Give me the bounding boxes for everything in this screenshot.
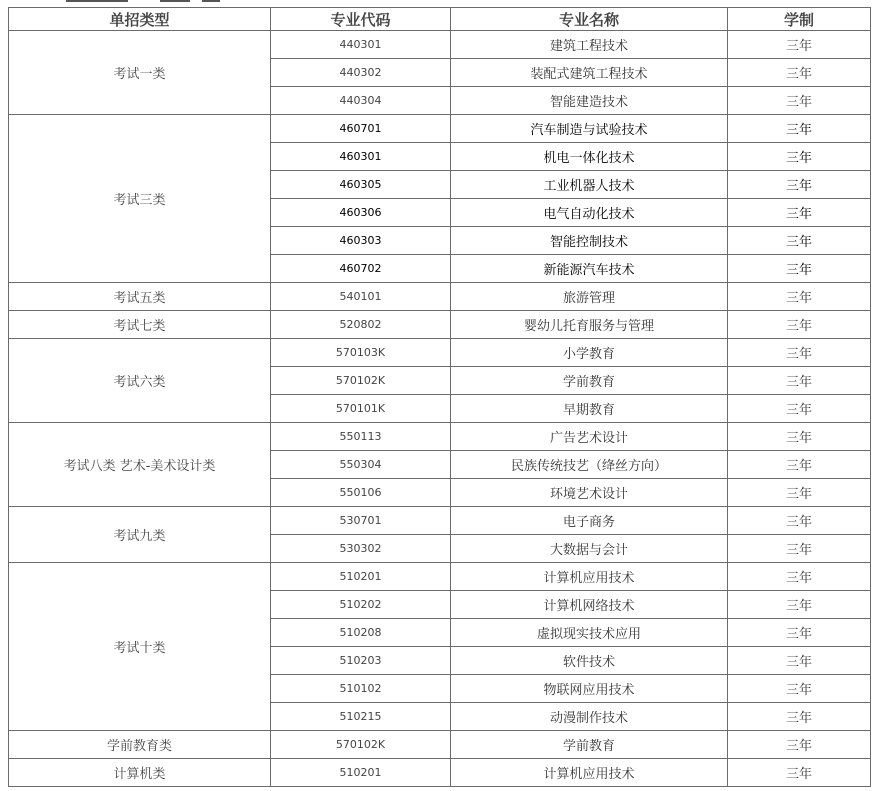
major-name-cell: 学前教育 <box>451 731 728 759</box>
major-name-cell: 广告艺术设计 <box>451 423 728 451</box>
duration-cell: 三年 <box>728 591 871 619</box>
major-name-cell: 电气自动化技术 <box>451 199 728 227</box>
duration-cell: 三年 <box>728 115 871 143</box>
major-code-cell: 510102 <box>271 675 451 703</box>
table-row <box>9 731 871 759</box>
major-code-cell: 510201 <box>271 563 451 591</box>
major-name-cell: 早期教育 <box>451 395 728 423</box>
major-code-cell: 510202 <box>271 591 451 619</box>
major-code-cell: 510208 <box>271 619 451 647</box>
major-code-cell: 440301 <box>271 31 451 59</box>
table-row <box>9 423 871 451</box>
duration-cell: 三年 <box>728 367 871 395</box>
major-code-cell: 510203 <box>271 647 451 675</box>
major-code-cell: 510201 <box>271 759 451 787</box>
cropped-text-fragment <box>202 0 220 2</box>
major-code-cell: 440304 <box>271 87 451 115</box>
major-name-cell: 物联网应用技术 <box>451 675 728 703</box>
major-name-cell: 软件技术 <box>451 647 728 675</box>
major-name-cell: 虚拟现实技术应用 <box>451 619 728 647</box>
major-code-cell: 550304 <box>271 451 451 479</box>
major-name-cell: 动漫制作技术 <box>451 703 728 731</box>
admission-type-cell: 考试七类 <box>9 311 271 339</box>
cropped-text-strip <box>0 0 877 7</box>
duration-cell: 三年 <box>728 283 871 311</box>
major-name-cell: 机电一体化技术 <box>451 143 728 171</box>
admission-type-cell: 考试三类 <box>9 115 271 283</box>
major-code-cell: 460301 <box>271 143 451 171</box>
major-code-cell: 570102K <box>271 731 451 759</box>
major-name-cell: 小学教育 <box>451 339 728 367</box>
duration-cell: 三年 <box>728 563 871 591</box>
table-row <box>9 311 871 339</box>
duration-cell: 三年 <box>728 311 871 339</box>
duration-cell: 三年 <box>728 675 871 703</box>
major-code-cell: 550113 <box>271 423 451 451</box>
header-duration: 学制 <box>728 8 871 31</box>
duration-cell: 三年 <box>728 731 871 759</box>
header-major-name: 专业名称 <box>451 8 728 31</box>
major-name-cell: 汽车制造与试验技术 <box>451 115 728 143</box>
duration-cell: 三年 <box>728 171 871 199</box>
major-code-cell: 460306 <box>271 199 451 227</box>
major-name-cell: 旅游管理 <box>451 283 728 311</box>
major-code-cell: 510215 <box>271 703 451 731</box>
header-major-code: 专业代码 <box>271 8 451 31</box>
cropped-text-fragment <box>160 0 190 2</box>
admission-type-cell: 考试八类 艺术-美术设计类 <box>9 423 271 507</box>
major-code-cell: 540101 <box>271 283 451 311</box>
admission-type-cell: 考试一类 <box>9 31 271 115</box>
major-name-cell: 智能建造技术 <box>451 87 728 115</box>
cropped-text-fragment <box>66 0 128 2</box>
header-admission-type: 单招类型 <box>9 8 271 31</box>
admission-type-cell: 考试九类 <box>9 507 271 563</box>
header-row <box>9 8 871 31</box>
table-row <box>9 339 871 367</box>
major-code-cell: 530701 <box>271 507 451 535</box>
duration-cell: 三年 <box>728 255 871 283</box>
table-row <box>9 115 871 143</box>
table-row <box>9 283 871 311</box>
major-code-cell: 460702 <box>271 255 451 283</box>
major-name-cell: 装配式建筑工程技术 <box>451 59 728 87</box>
duration-cell: 三年 <box>728 479 871 507</box>
majors-table <box>8 7 871 787</box>
major-code-cell: 570102K <box>271 367 451 395</box>
admission-type-cell: 考试五类 <box>9 283 271 311</box>
table-row <box>9 507 871 535</box>
major-name-cell: 电子商务 <box>451 507 728 535</box>
admission-type-cell: 计算机类 <box>9 759 271 787</box>
duration-cell: 三年 <box>728 423 871 451</box>
major-code-cell: 530302 <box>271 535 451 563</box>
duration-cell: 三年 <box>728 619 871 647</box>
duration-cell: 三年 <box>728 703 871 731</box>
major-name-cell: 工业机器人技术 <box>451 171 728 199</box>
major-name-cell: 民族传统技艺（绛丝方向） <box>451 451 728 479</box>
major-code-cell: 570101K <box>271 395 451 423</box>
duration-cell: 三年 <box>728 339 871 367</box>
duration-cell: 三年 <box>728 143 871 171</box>
duration-cell: 三年 <box>728 507 871 535</box>
table-row <box>9 759 871 787</box>
table-body <box>9 31 871 787</box>
major-name-cell: 环境艺术设计 <box>451 479 728 507</box>
duration-cell: 三年 <box>728 535 871 563</box>
major-name-cell: 智能控制技术 <box>451 227 728 255</box>
duration-cell: 三年 <box>728 87 871 115</box>
major-code-cell: 440302 <box>271 59 451 87</box>
major-code-cell: 550106 <box>271 479 451 507</box>
admission-type-cell: 考试六类 <box>9 339 271 423</box>
table-row <box>9 563 871 591</box>
duration-cell: 三年 <box>728 451 871 479</box>
major-name-cell: 计算机应用技术 <box>451 563 728 591</box>
major-name-cell: 婴幼儿托育服务与管理 <box>451 311 728 339</box>
duration-cell: 三年 <box>728 199 871 227</box>
table-header <box>9 8 871 31</box>
duration-cell: 三年 <box>728 31 871 59</box>
admission-type-cell: 学前教育类 <box>9 731 271 759</box>
major-code-cell: 460701 <box>271 115 451 143</box>
duration-cell: 三年 <box>728 647 871 675</box>
duration-cell: 三年 <box>728 59 871 87</box>
table-row <box>9 31 871 59</box>
duration-cell: 三年 <box>728 759 871 787</box>
major-name-cell: 计算机应用技术 <box>451 759 728 787</box>
major-code-cell: 520802 <box>271 311 451 339</box>
major-name-cell: 新能源汽车技术 <box>451 255 728 283</box>
duration-cell: 三年 <box>728 227 871 255</box>
duration-cell: 三年 <box>728 395 871 423</box>
major-code-cell: 460305 <box>271 171 451 199</box>
major-code-cell: 570103K <box>271 339 451 367</box>
admission-type-cell: 考试十类 <box>9 563 271 731</box>
major-name-cell: 学前教育 <box>451 367 728 395</box>
major-name-cell: 建筑工程技术 <box>451 31 728 59</box>
major-code-cell: 460303 <box>271 227 451 255</box>
major-name-cell: 大数据与会计 <box>451 535 728 563</box>
major-name-cell: 计算机网络技术 <box>451 591 728 619</box>
